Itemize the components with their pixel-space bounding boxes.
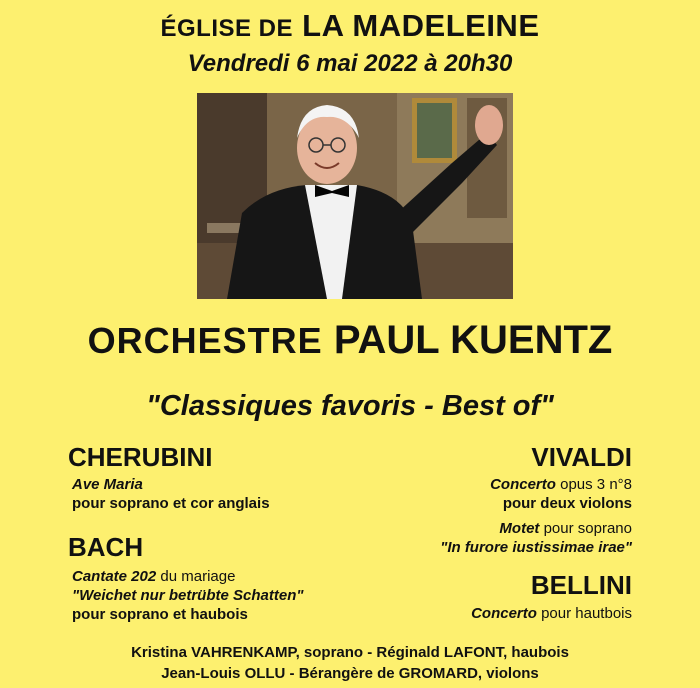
- work-bach-title: Cantate 202: [72, 568, 157, 585]
- work-motet-title: Motet: [499, 520, 540, 537]
- work-bellini-title: Concerto: [471, 605, 537, 622]
- work-bach-detail: pour soprano et haubois: [72, 606, 248, 623]
- composer-bach: BACH: [68, 532, 144, 562]
- composer-cherubini: CHERUBINI: [68, 442, 213, 472]
- work-cherubini-detail: pour soprano et cor anglais: [72, 495, 270, 512]
- conductor-illustration: [197, 93, 513, 299]
- work-vivaldi-detail: pour deux violons: [502, 495, 632, 512]
- work-bellini: [471, 604, 632, 623]
- orchestra-title: [0, 318, 700, 363]
- performers-line-1: Kristina VAHRENKAMP, soprano - Réginald LAFONT, haubois: [131, 644, 569, 661]
- orchestra-prefix: ORCHESTRE: [87, 320, 323, 361]
- conductor-photo: [197, 93, 513, 299]
- composer-vivaldi: VIVALDI: [531, 442, 632, 472]
- concert-date: Vendredi 6 mai 2022 à 20h30: [187, 50, 513, 77]
- work-motet-name: "In furore iustissimae irae": [440, 539, 632, 556]
- work-bach: [72, 567, 303, 624]
- work-cherubini-title: Ave Maria: [72, 476, 143, 493]
- composer-bellini: BELLINI: [530, 570, 632, 600]
- work-vivaldi-title: Concerto: [490, 476, 556, 493]
- work-motet-rest: pour soprano: [543, 520, 632, 537]
- work-cherubini: [72, 475, 270, 513]
- work-vivaldi-rest: opus 3 n°8: [560, 476, 632, 493]
- venue-prefix: ÉGLISE DE: [160, 15, 294, 42]
- work-vivaldi-motet: [440, 519, 632, 538]
- work-bach-line1: [72, 567, 303, 586]
- work-bellini-rest: pour hautbois: [541, 605, 632, 622]
- orchestra-name: PAUL KUENTZ: [333, 318, 613, 362]
- work-vivaldi-line1: [440, 475, 632, 494]
- work-bach-rest: du mariage: [160, 568, 236, 585]
- venue-title: [0, 8, 700, 44]
- venue-name: LA MADELEINE: [302, 8, 540, 43]
- work-bach-subtitle: "Weichet nur betrübte Schatten": [72, 587, 304, 604]
- work-vivaldi: [440, 475, 632, 557]
- program-subtitle: "Classiques favoris - Best of": [146, 390, 554, 422]
- performers-line-2: Jean-Louis OLLU - Bérangère de GROMARD, violons: [161, 665, 539, 682]
